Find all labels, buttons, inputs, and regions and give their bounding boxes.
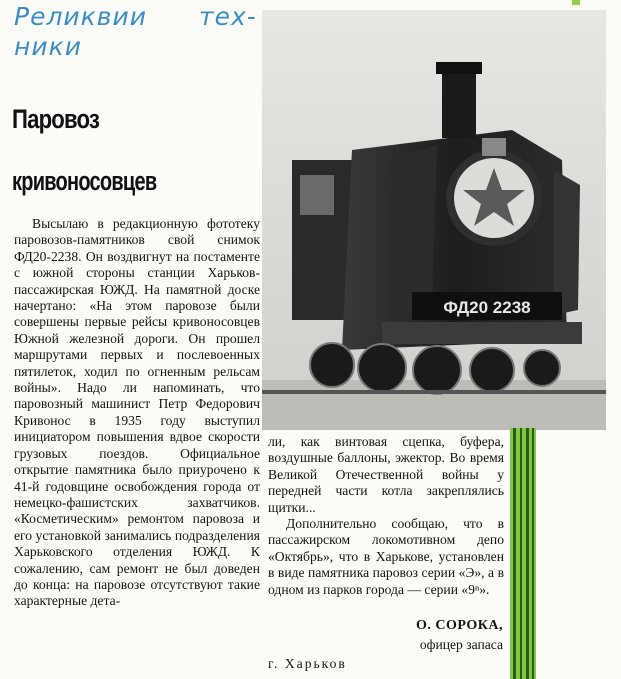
article-paragraph-continuation: ли, как винтовая сцепка, буфера, воздушные баллоны, эжектор. Во время Великой Отечественной войны у передней части котла закреплялись щитки...	[268, 434, 504, 515]
rubric-word-1: Реликвии	[14, 2, 148, 31]
article-paragraph: Высылаю в редакционную фототеку паровозов-памятников свой снимок ФД20-2238. Он воздвигнут на постаменте с южной стороны станции Харьков-пассажирская ЮЖД. На памятной доске начертано: «На этом паровозе были совершены первые рейсы кривоносовцев Южной железной дороги. Он прошел маршрутами первых и послевоенных пятилеток, ходил по огненным рельсам войны». Надо ли напоминать, что паровозный машинист Петр Федорович Кривонос в 1935 году выступил инициатором повышения вдвое скорости грузовых поездов. Официальное открытие памятника было приурочено к 41-й годовщине освобождения города от немецко-фашистских захватчиков. «Косметическим» ремонтом паровоза и его установкой занимались подразделения Харьковского отделения ЮЖД. К сожалению, сам ремонт не был доведен до конца: на паровозе отсутствуют такие характерные дета-	[14, 216, 260, 609]
author-city: г. Харьков	[268, 656, 347, 671]
section-rubric	[14, 2, 257, 62]
article-column-2	[268, 434, 504, 598]
author-name: О. СОРОКА,	[415, 618, 503, 633]
article-title-line-2: кривоносовцев	[12, 166, 157, 196]
color-mark	[572, 0, 580, 5]
locomotive-photo	[262, 10, 606, 430]
article-column-1	[14, 216, 260, 610]
author-title: офицер запаса	[419, 637, 503, 652]
rubric-word-3: ники	[14, 32, 82, 61]
rubric-word-2: тех-	[199, 2, 257, 31]
decorative-green-stripe	[510, 428, 536, 679]
article-title-line-1: Паровоз	[12, 104, 100, 134]
number-plate-text: ФД20 2238	[443, 298, 531, 317]
article-paragraph: Дополнительно сообщаю, что в пассажирском локомотивном депо «Октябрь», что в Харькове, установлен в виде памятника паровоз серии «Э», а в одном из парков города — серии «9ⁿ».	[268, 516, 504, 597]
